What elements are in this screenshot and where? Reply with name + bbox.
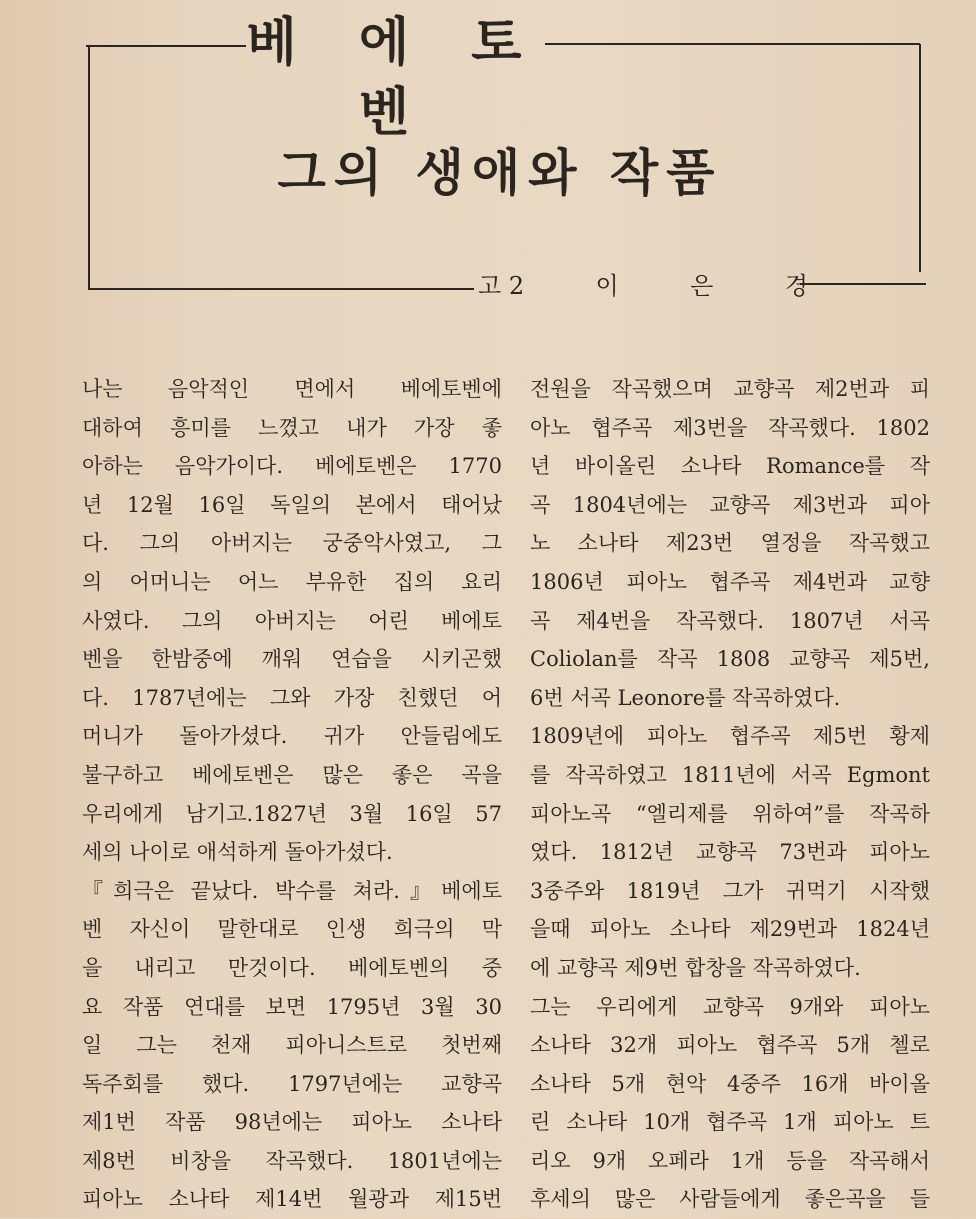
text-line: 후세의 많은 사람들에게 좋은곡을 들 bbox=[530, 1187, 930, 1212]
text-line: 전원을 작곡했으며 교향곡 제2번과 피 bbox=[530, 377, 930, 401]
text-line: 아노 협주곡 제3번을 작곡했다. 1802 bbox=[530, 415, 930, 440]
right-column bbox=[530, 370, 930, 1219]
text-line: 를 작곡하였고 1811년에 서곡 Egmont bbox=[530, 762, 930, 787]
article-subtitle: 그의 생애와 작품 bbox=[277, 143, 723, 202]
text-line: 1809년에 피아노 협주곡 제5번 황제 bbox=[530, 724, 930, 749]
text-line: 노 소나타 제23번 열정을 작곡했고 bbox=[530, 531, 930, 556]
text-line: 곡 1804년에는 교향곡 제3번과 피아 bbox=[530, 492, 930, 517]
text-line: 사였다. 그의 아버지는 어린 베에토 bbox=[82, 608, 502, 633]
article-title: 베 에 토 벤 bbox=[246, 12, 544, 143]
text-line: Coliolan를 작곡 1808 교향곡 제5번, bbox=[530, 647, 930, 672]
text-line: 벤을 한밤중에 깨워 연습을 시키곤했 bbox=[82, 647, 502, 672]
text-line: 그는 우리에게 교향곡 9개와 피아노 bbox=[530, 994, 930, 1019]
text-line: 우리에게 남기고.1827년 3월 16일 57 bbox=[82, 801, 502, 826]
text-line: 다. 1787년에는 그와 가장 친했던 어 bbox=[82, 685, 502, 710]
text-line: 에 교향곡 제9번 합창을 작곡하였다. bbox=[530, 955, 861, 980]
text-line: 을 내리고 만것이다. 베에토벤의 중 bbox=[82, 955, 502, 980]
text-line: 나는 음악적인 면에서 베에토벤에 bbox=[82, 377, 502, 401]
author-name-1: 이 bbox=[595, 272, 619, 300]
frame-right bbox=[919, 44, 921, 272]
text-line: 의 어머니는 어느 부유한 집의 요리 bbox=[82, 569, 502, 594]
text-line: 일 그는 천재 피아니스트로 첫번째 bbox=[82, 1033, 502, 1058]
text-line: 벤 자신이 말한대로 인생 희극의 막 bbox=[82, 917, 502, 942]
text-line: 3중주와 1819년 그가 귀먹기 시작했 bbox=[530, 878, 930, 903]
text-line: 소나타 5개 현악 4중주 16개 바이올 bbox=[530, 1071, 930, 1096]
text-line: 소나타 32개 피아노 협주곡 5개 첼로 bbox=[530, 1033, 930, 1058]
text-line: 년 바이올린 소나타 Romance를 작 bbox=[530, 454, 930, 479]
top-rule-left bbox=[86, 45, 246, 47]
text-line: 불구하고 베에토벤은 많은 좋은 곡을 bbox=[82, 762, 502, 787]
bottom-rule-right bbox=[800, 283, 926, 285]
bottom-rule-left bbox=[88, 288, 474, 290]
text-line: 제8번 비창을 작곡했다. 1801년에는 bbox=[82, 1148, 502, 1173]
text-line: 독주회를 했다. 1797년에는 교향곡 bbox=[82, 1071, 502, 1096]
top-rule-right bbox=[545, 43, 920, 45]
text-line: 곡 제4번을 작곡했다. 1807년 서곡 bbox=[530, 608, 930, 633]
text-line: 머니가 돌아가셨다. 귀가 안들림에도 bbox=[82, 724, 502, 749]
text-line: 을때 피아노 소나타 제29번과 1824년 bbox=[530, 917, 930, 942]
text-line: 피아노곡 “엘리제를 위하여”를 작곡하 bbox=[530, 801, 930, 826]
author-line bbox=[478, 268, 808, 304]
left-column bbox=[82, 370, 502, 1219]
text-line: 세의 나이로 애석하게 돌아가셨다. bbox=[82, 840, 393, 865]
text-line: 『희극은 끝났다. 박수를 쳐라.』베에토 bbox=[82, 878, 502, 903]
text-line: 년 12월 16일 독일의 본에서 태어났 bbox=[82, 492, 502, 517]
text-line: 피아노 소나타 제14번 월광과 제15번 bbox=[82, 1187, 502, 1212]
text-line: 리오 9개 오페라 1개 등을 작곡해서 bbox=[530, 1148, 930, 1173]
author-grade: 고 2 bbox=[478, 272, 525, 300]
text-line: 6번 서곡 Leonore를 작곡하였다. bbox=[530, 685, 841, 710]
text-line: 1806년 피아노 협주곡 제4번과 교향 bbox=[530, 569, 930, 594]
text-line: 제1번 작품 98년에는 피아노 소나타 bbox=[82, 1110, 502, 1135]
author-name-3: 경 bbox=[784, 272, 808, 300]
text-line: 아하는 음악가이다. 베에토벤은 1770 bbox=[82, 454, 502, 479]
text-line: 대하여 흥미를 느꼈고 내가 가장 좋 bbox=[82, 415, 502, 440]
text-line: 린 소나타 10개 협주곡 1개 피아노 트 bbox=[530, 1110, 930, 1135]
frame-left bbox=[88, 46, 90, 290]
author-name-2: 은 bbox=[690, 272, 714, 300]
text-line: 요 작품 연대를 보면 1795년 3월 30 bbox=[82, 994, 502, 1019]
text-line: 였다. 1812년 교향곡 73번과 피아노 bbox=[530, 840, 930, 865]
text-line: 다. 그의 아버지는 궁중악사였고, 그 bbox=[82, 531, 502, 556]
